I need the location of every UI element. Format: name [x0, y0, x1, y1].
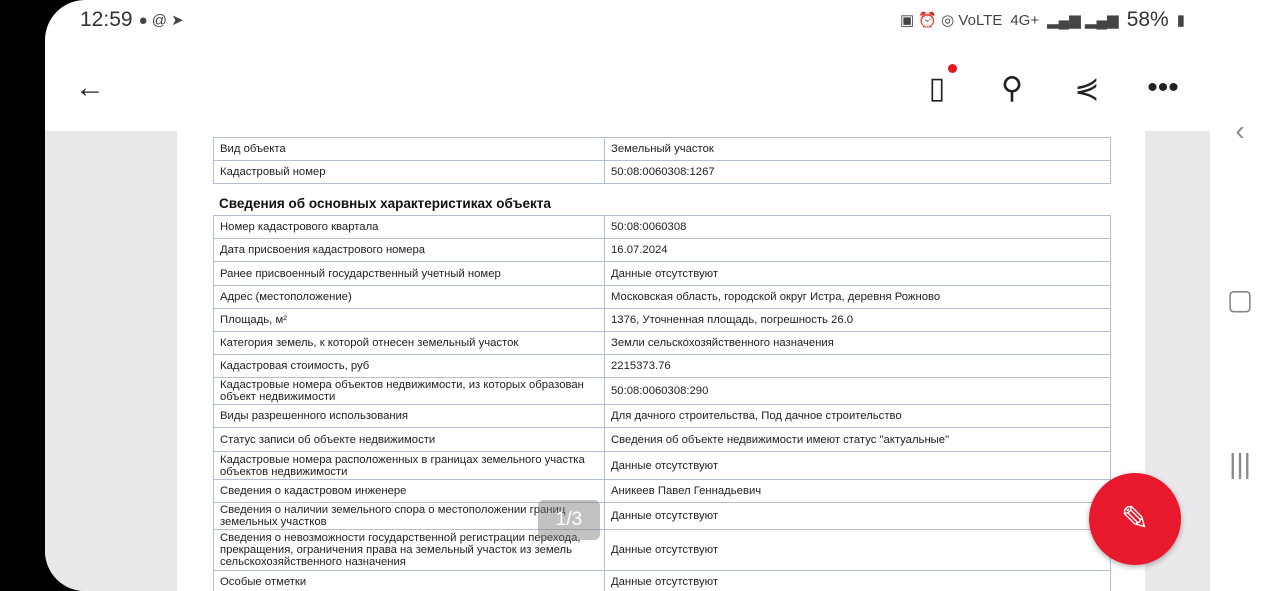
- book-icon: ▯: [928, 71, 946, 105]
- table-row: [214, 405, 1111, 428]
- network-label: 4G+: [1010, 11, 1040, 29]
- search-button[interactable]: [992, 68, 1032, 108]
- chat-icon: ● @ ➤: [138, 12, 184, 29]
- edit-button[interactable]: [1089, 473, 1181, 565]
- cell-label: Кадастровые номера расположенных в границах земельного участка объектов недвижимости: [214, 452, 605, 480]
- cell-label: Статус записи об объекте недвижимости: [214, 428, 605, 452]
- pencil-icon: ✎: [1120, 500, 1150, 538]
- cell-value: 50:08:0060308:290: [605, 378, 1111, 405]
- cell-label: Категория земель, к которой отнесен земельный участок: [214, 332, 605, 355]
- table-row: [214, 138, 1111, 161]
- object-table: [213, 137, 1111, 184]
- reading-mode-button[interactable]: [917, 68, 957, 108]
- table-row: [214, 239, 1111, 262]
- toolbar: [45, 60, 1280, 112]
- battery-icon: ▮: [1176, 12, 1185, 29]
- cell-value: 50:08:0060308:1267: [605, 161, 1111, 184]
- notification-dot: [948, 64, 957, 73]
- cell-value: Данные отсутствуют: [605, 571, 1111, 591]
- signal-icon: ▂▄▆ ▂▄▆: [1047, 12, 1119, 29]
- table-row: [214, 355, 1111, 378]
- section-heading: Сведения об основных характеристиках объекта: [219, 196, 551, 211]
- status-bar: [80, 6, 1185, 34]
- table-row: [214, 309, 1111, 332]
- cell-label: Дата присвоения кадастрового номера: [214, 239, 605, 262]
- cell-label: Номер кадастрового квартала: [214, 216, 605, 239]
- cell-value: 50:08:0060308: [605, 216, 1111, 239]
- cell-label: Ранее присвоенный государственный учетный номер: [214, 262, 605, 286]
- document-page: [177, 131, 1145, 591]
- clock: 12:59: [80, 8, 133, 31]
- cell-value: Земли сельскохозяйственного назначения: [605, 332, 1111, 355]
- table-row: [214, 216, 1111, 239]
- cell-label: Сведения о наличии земельного спора о местоположении границ земельных участков: [214, 503, 605, 530]
- cell-value: 2215373.76: [605, 355, 1111, 378]
- cell-label: Кадастровые номера объектов недвижимости, из которых образован объект недвижимости: [214, 378, 605, 405]
- table-row: [214, 262, 1111, 286]
- table-row: [214, 332, 1111, 355]
- table-row: [214, 161, 1111, 184]
- cell-value: Сведения об объекте недвижимости имеют статус "актуальные": [605, 428, 1111, 452]
- table-row: [214, 378, 1111, 405]
- table-row: [214, 480, 1111, 503]
- alarm-icon: ▣ ⏰ ◎ VoLTE: [899, 12, 1003, 29]
- share-button[interactable]: [1067, 68, 1107, 108]
- cell-label: Особые отметки: [214, 571, 605, 591]
- table-row: [214, 452, 1111, 480]
- cell-value: Данные отсутствуют: [605, 530, 1111, 571]
- cell-value: Земельный участок: [605, 138, 1111, 161]
- more-icon: •••: [1147, 71, 1179, 104]
- cell-value: Данные отсутствуют: [605, 503, 1111, 530]
- cell-value: 16.07.2024: [605, 239, 1111, 262]
- more-button[interactable]: [1143, 68, 1183, 108]
- cell-label: Сведения о невозможности государственной регистрации перехода, прекращения, ограничения права на земельный участок из земель сельскохозяйственного назначения: [214, 530, 605, 571]
- cell-value: Данные отсутствуют: [605, 262, 1111, 286]
- cell-label: Площадь, м²: [214, 309, 605, 332]
- cell-value: Данные отсутствуют: [605, 452, 1111, 480]
- cell-label: Адрес (местоположение): [214, 286, 605, 309]
- cell-label: Виды разрешенного использования: [214, 405, 605, 428]
- cell-label: Кадастровая стоимость, руб: [214, 355, 605, 378]
- search-icon: ⚲: [1001, 71, 1023, 105]
- battery-level: 58%: [1126, 8, 1169, 31]
- nav-home-icon[interactable]: ▢: [1226, 284, 1254, 315]
- cell-value: Для дачного строительства, Под дачное строительство: [605, 405, 1111, 428]
- characteristics-table: [213, 215, 1111, 591]
- back-button[interactable]: [70, 68, 110, 108]
- nav-back-icon[interactable]: ‹: [1235, 115, 1245, 146]
- cell-label: Кадастровый номер: [214, 161, 605, 184]
- page-indicator: 1/3: [538, 500, 600, 540]
- share-icon: ⋞: [1074, 71, 1100, 105]
- cell-value: 1376, Уточненная площадь, погрешность 26.0: [605, 309, 1111, 332]
- cell-label: Вид объекта: [214, 138, 605, 161]
- cell-value: Аникеев Павел Геннадьевич: [605, 480, 1111, 503]
- app-screen: [45, 0, 1280, 591]
- document-viewer[interactable]: [45, 131, 1210, 591]
- nav-recents-icon[interactable]: |||: [1229, 448, 1251, 479]
- table-row: [214, 286, 1111, 309]
- table-row: [214, 530, 1111, 571]
- arrow-left-icon: ←: [75, 71, 105, 104]
- cell-label: Сведения о кадастровом инженере: [214, 480, 605, 503]
- table-row: [214, 503, 1111, 530]
- cell-value: Московская область, городской округ Истра, деревня Рожново: [605, 286, 1111, 309]
- table-row: [214, 571, 1111, 591]
- table-row: [214, 428, 1111, 452]
